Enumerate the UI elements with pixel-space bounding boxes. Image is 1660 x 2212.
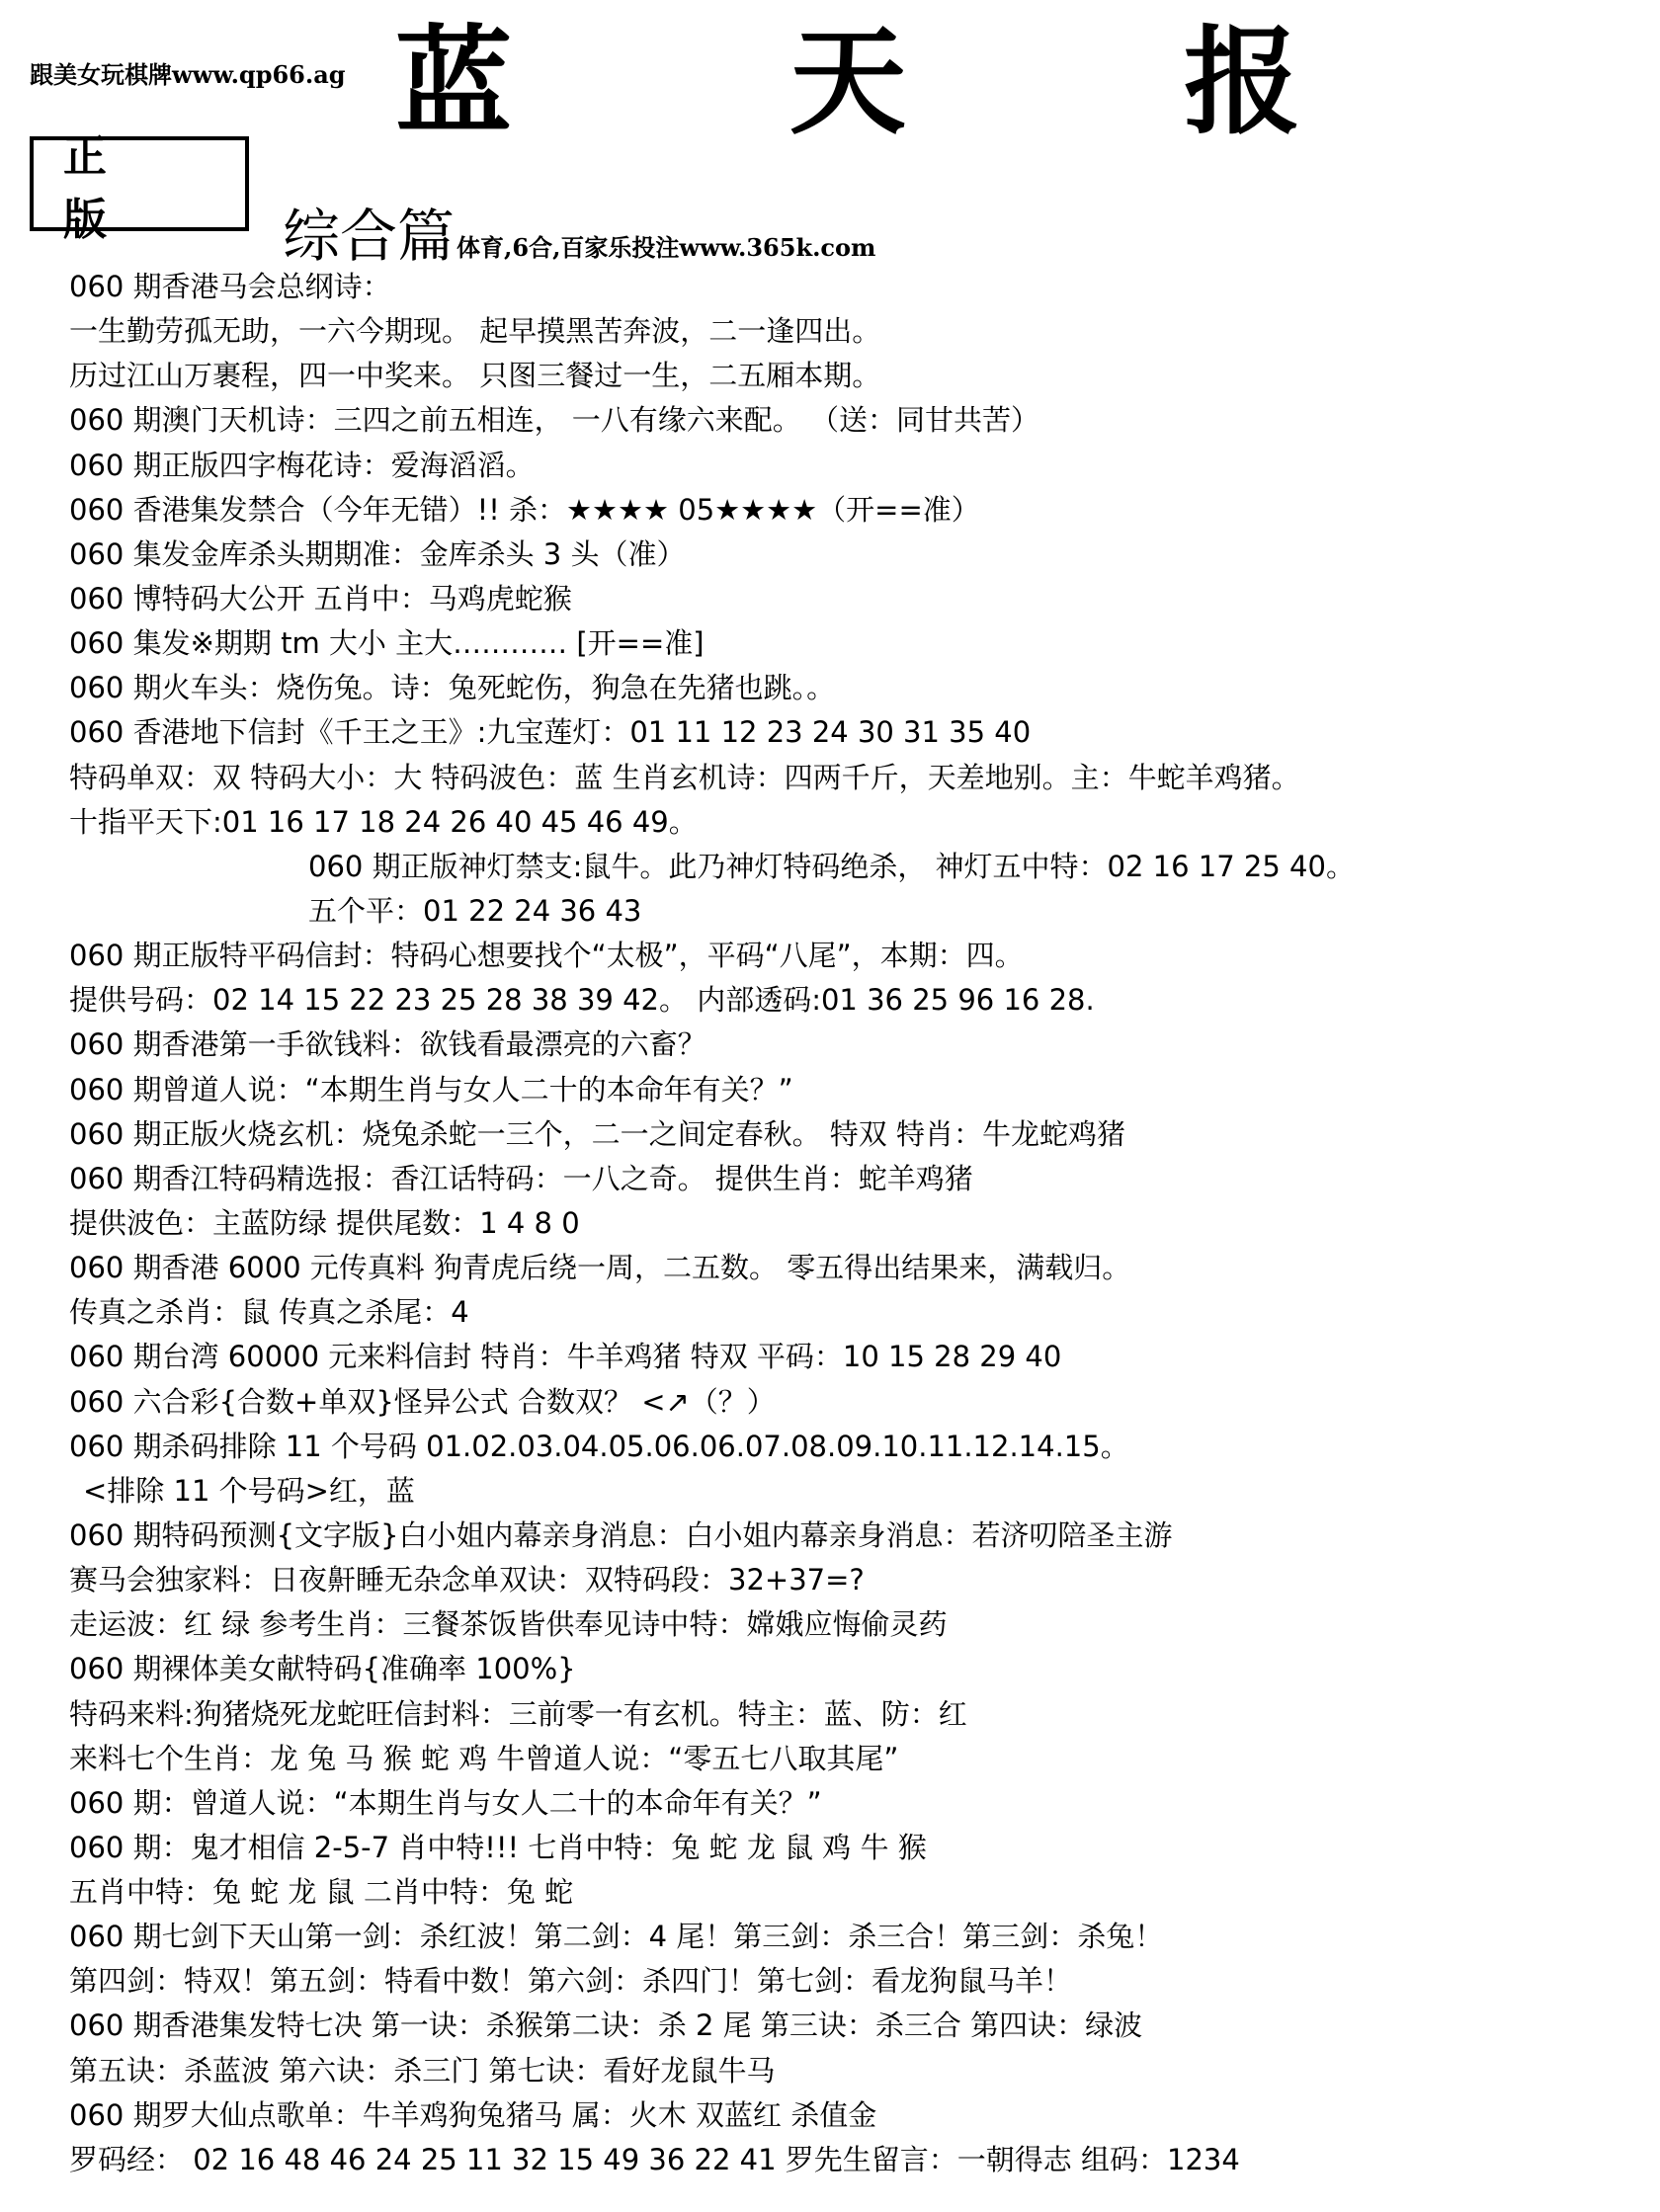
text-line: 060 期罗大仙点歌单：牛羊鸡狗兔猪马 属：火木 双蓝红 杀值金 bbox=[69, 2097, 877, 2132]
text-line: 特码来料:狗猪烧死龙蛇旺信封料：三前零一有玄机。特主：蓝、防：红 bbox=[69, 1696, 967, 1731]
text-line: 060 期正版火烧玄机：烧兔杀蛇一三个，二一之间定春秋。 特双 特肖：牛龙蛇鸡猪 bbox=[69, 1116, 1126, 1151]
text-line: 060 期特码预测{文字版}白小姐内幕亲身消息：白小姐内幕亲身消息：若济叨陪圣主游 bbox=[69, 1517, 1173, 1552]
masthead-title: 蓝 天 报 bbox=[395, 13, 1420, 150]
text-line: 060 期：曾道人说：“本期生肖与女人二十的本命年有关？” bbox=[69, 1785, 822, 1820]
section-advertisement: 体育,6合,百家乐投注www.365k.com bbox=[456, 233, 876, 262]
text-line: 060 期香港马会总纲诗： bbox=[69, 270, 391, 303]
text-line: 第五诀：杀蓝波 第六诀：杀三门 第七诀：看好龙鼠牛马 bbox=[69, 2053, 776, 2088]
text-line: 060 期正版四字梅花诗：爱海滔滔。 bbox=[69, 448, 535, 482]
section-heading bbox=[283, 190, 875, 273]
text-line: 060 期：鬼才相信 2-5-7 肖中特!!! 七肖中特：兔 蛇 龙 鼠 鸡 牛 猴 bbox=[69, 1830, 927, 1864]
text-line: 060 期曾道人说：“本期生肖与女人二十的本命年有关？” bbox=[69, 1072, 793, 1106]
text-line: 赛马会独家料：日夜鼾睡无杂念单双诀：双特码段：32+37=? bbox=[69, 1563, 865, 1598]
text-line: 060 期裸体美女献特码{准确率 100%} bbox=[69, 1652, 576, 1686]
text-line: 060 期七剑下天山第一剑：杀红波！第二剑：4 尾！第三剑：杀三合！第三剑：杀兔！ bbox=[69, 1920, 1164, 1954]
text-line: 十指平天下:01 16 17 18 24 26 40 45 46 49。 bbox=[69, 804, 698, 839]
text-line: 走运波：红 绿 参考生肖：三餐茶饭皆供奉见诗中特：嫦娥应悔偷灵药 bbox=[69, 1607, 948, 1642]
text-line: 060 期杀码排除 11 个号码 01.02.03.04.05.06.06.07.08.09.10.11.12.14.15。 bbox=[69, 1429, 1129, 1463]
text-line: 060 期正版特平码信封：特码心想要找个“太极”，平码“八尾”，本期：四。 bbox=[69, 939, 1024, 973]
text-line: 060 集发※期期 tm 大小 主大………… [开==准] bbox=[69, 626, 705, 661]
text-line: 060 期香江特码精选报：香江话特码：一八之奇。 提供生肖：蛇羊鸡猪 bbox=[69, 1161, 973, 1195]
text-line: 特码单双：双 特码大小：大 特码波色：蓝 生肖玄机诗：四两千斤，天差地别。主：牛蛇羊鸡猪。 bbox=[69, 760, 1300, 794]
text-line: 060 期澳门天机诗：三四之前五相连， 一八有缘六来配。 （送：同甘共苦） bbox=[69, 403, 1040, 438]
text-line: 060 期香港 6000 元传真料 狗青虎后绕一周，二五数。 零五得出结果来，满载归。 bbox=[69, 1251, 1131, 1285]
text-line: 罗码经： 02 16 48 46 24 25 11 32 15 49 36 22 41 罗先生留言：一朝得志 组码：1234 bbox=[69, 2142, 1240, 2176]
text-line: 传真之杀肖：鼠 传真之杀尾：4 bbox=[69, 1295, 469, 1330]
text-line: <排除 11 个号码>红，蓝 bbox=[83, 1473, 415, 1508]
text-line: 060 期火车头：烧伤兔。诗：兔死蛇伤，狗急在先猪也跳。。 bbox=[69, 671, 836, 705]
text-line: 060 六合彩{合数+单双}怪异公式 合数双？ <↗（？） bbox=[69, 1384, 776, 1419]
text-line: 060 期正版神灯禁支:鼠牛。此乃神灯特码绝杀， 神灯五中特：02 16 17 25 40。 bbox=[308, 849, 1355, 883]
text-line: 060 期香港集发特七决 第一诀：杀猴第二诀：杀 2 尾 第三诀：杀三合 第四诀：绿波 bbox=[69, 2008, 1143, 2043]
text-line: 060 集发金库杀头期期准：金库杀头 3 头（准） bbox=[69, 536, 686, 571]
article-body bbox=[69, 265, 1650, 2182]
text-line: 五个平：01 22 24 36 43 bbox=[308, 893, 642, 928]
text-line: 历过江山万裹程，四一中奖来。 只图三餐过一生，二五厢本期。 bbox=[69, 359, 881, 393]
text-line: 一生勤劳孤无助，一六今期现。 起早摸黑苦奔波，二一逢四出。 bbox=[69, 314, 881, 349]
section-title: 综合篇 bbox=[283, 203, 456, 270]
text-line: 提供号码：02 14 15 22 23 25 28 38 39 42。 内部透码:01 36 25 96 16 28. bbox=[69, 983, 1095, 1018]
text-line: 第四剑：特双！第五剑：特看中数！第六剑：杀四门！第七剑：看龙狗鼠马羊！ bbox=[69, 1964, 1073, 1999]
top-advertisement: 跟美女玩棋牌www.qp66.ag bbox=[30, 60, 346, 89]
text-line: 五肖中特：兔 蛇 龙 鼠 二肖中特：兔 蛇 bbox=[69, 1875, 574, 1910]
text-line: 060 香港集发禁合（今年无错）!! 杀：★★★★ 05★★★★（开==准） bbox=[69, 492, 980, 527]
text-line: 060 博特码大公开 五肖中：马鸡虎蛇猴 bbox=[69, 581, 572, 615]
text-line: 来料七个生肖：龙 兔 马 猴 蛇 鸡 牛曾道人说：“零五七八取其尾” bbox=[69, 1741, 899, 1775]
text-line: 060 期香港第一手欲钱料：欲钱看最漂亮的六畜？ bbox=[69, 1027, 706, 1062]
text-line: 提供波色：主蓝防绿 提供尾数：1 4 8 0 bbox=[69, 1205, 580, 1240]
text-line: 060 期台湾 60000 元来料信封 特肖：牛羊鸡猪 特双 平码：10 15 28 29 40 bbox=[69, 1340, 1062, 1374]
edition-badge: 正 版 bbox=[30, 136, 249, 231]
text-line: 060 香港地下信封《千王之王》:九宝莲灯：01 11 12 23 24 30 31 35 40 bbox=[69, 715, 1032, 750]
